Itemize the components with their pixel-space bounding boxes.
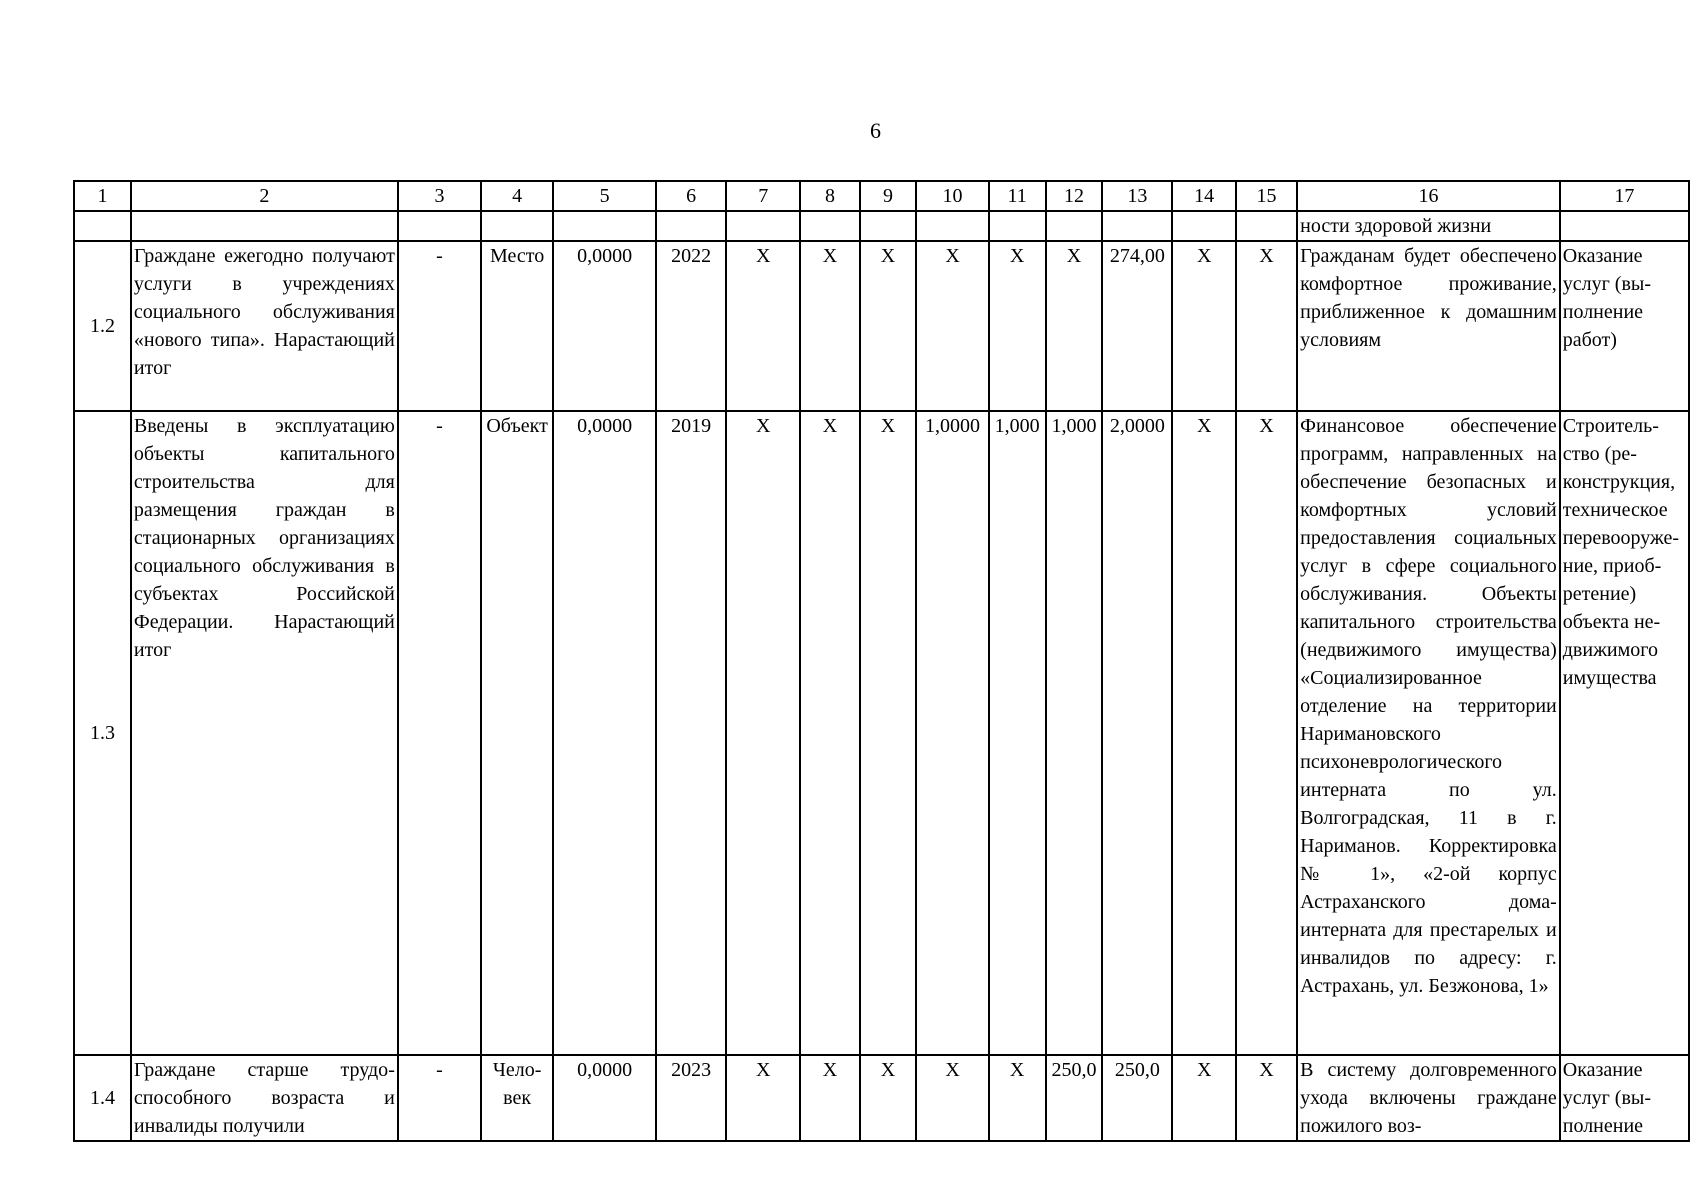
cell: X [1172,241,1235,411]
indicators-table [73,180,1690,1142]
column-number: 16 [1297,181,1560,211]
column-number: 10 [916,181,988,211]
cell: 250,0 [1046,1055,1103,1141]
column-number-row [74,181,1689,211]
cell: 1,0000 [916,411,988,1055]
column-number: 15 [1236,181,1297,211]
cell: X [860,1055,917,1141]
cell: X [989,1055,1046,1141]
cell: 2023 [656,1055,726,1141]
column-number: 1 [74,181,131,211]
cell: 2019 [656,411,726,1055]
cell: X [726,241,800,411]
cell: X [726,1055,800,1141]
column-number: 11 [989,181,1046,211]
result-cell: Финансовое обеспечение программ, направленных на обеспечение безопасных и комфортных условий предоставления социальных услуг в сфере социального обслуживания. Объекты капитального строительства (недвижимого имущества) «Социализированное отделение на территории Наримановского психоневрологического интерната по ул. Волгоградская, 11 в г. Нариманов. Корректировка № 1», «2-ой корпус Астраханского дома-интерната для престарелых и инвалидов по адресу: г. Астрахань, ул. Безжонова, 1» [1297,411,1560,1055]
cell: X [800,1055,859,1141]
cell: X [860,411,917,1055]
indicator-cell: Граждане старше трудоспособного возраста и инвалиды получили [131,1055,398,1141]
unit-cell: Объект [481,411,553,1055]
row-number: 1.4 [74,1055,131,1141]
unit-cell: Место [481,241,553,411]
row-number: 1.3 [74,411,131,1055]
column-number: 14 [1172,181,1235,211]
cell: X [1172,1055,1235,1141]
cell: 2,0000 [1102,411,1172,1055]
continuation-row [74,211,1689,241]
table-row [74,241,1689,411]
unit-cell: Человек [481,1055,553,1141]
cell: X [1046,241,1103,411]
result-cell: В систему долговременного ухода включены граждане пожилого воз- [1297,1055,1560,1141]
row-number: 1.2 [74,241,131,411]
cell: X [916,241,988,411]
cell: X [1236,1055,1297,1141]
column-number: 8 [800,181,859,211]
indicator-cell: Граждане ежегодно получают услуги в учреждениях социального обслуживания «нового типа». Нарастающий итог [131,241,398,411]
cell: X [726,411,800,1055]
page-number: 6 [870,118,881,143]
indicator-cell: Введены в эксплуатацию объекты капитального строительства для размещения граждан в стационарных организациях социального обслуживания в субъектах Российской Федерации. Нарастающий итог [131,411,398,1055]
column-number: 2 [131,181,398,211]
cell: X [916,1055,988,1141]
cell: 274,00 [1102,241,1172,411]
cell: - [398,241,481,411]
cell: - [398,411,481,1055]
cell: 2022 [656,241,726,411]
column-number: 5 [553,181,656,211]
cell: X [1172,411,1235,1055]
column-number: 13 [1102,181,1172,211]
result-cell: Гражданам будет обеспечено комфортное проживание, приближенное к домашним условиям [1297,241,1560,411]
cell: 1,000 [1046,411,1103,1055]
column-number: 7 [726,181,800,211]
type-cell: Оказание услуг (выполнение [1560,1055,1689,1141]
cell: 0,0000 [553,241,656,411]
column-number: 9 [860,181,917,211]
cell: - [398,1055,481,1141]
cell: 0,0000 [553,411,656,1055]
cell: X [800,241,859,411]
cell: 0,0000 [553,1055,656,1141]
cell: X [1236,411,1297,1055]
type-cell: Оказание услуг (выполнение работ) [1560,241,1689,411]
type-cell: Строительство (реконструкция, техническое перевооружение, приобретение) объекта недвижимого имущества [1560,411,1689,1055]
table-row [74,411,1689,1055]
column-number: 17 [1560,181,1689,211]
table-row [74,1055,1689,1141]
cell: 250,0 [1102,1055,1172,1141]
cell: X [860,241,917,411]
cell: X [1236,241,1297,411]
result-cell: ности здоровой жизни [1297,211,1560,241]
column-number: 4 [481,181,553,211]
cell: X [800,411,859,1055]
column-number: 6 [656,181,726,211]
column-number: 12 [1046,181,1103,211]
cell: X [989,241,1046,411]
column-number: 3 [398,181,481,211]
cell: 1,000 [989,411,1046,1055]
